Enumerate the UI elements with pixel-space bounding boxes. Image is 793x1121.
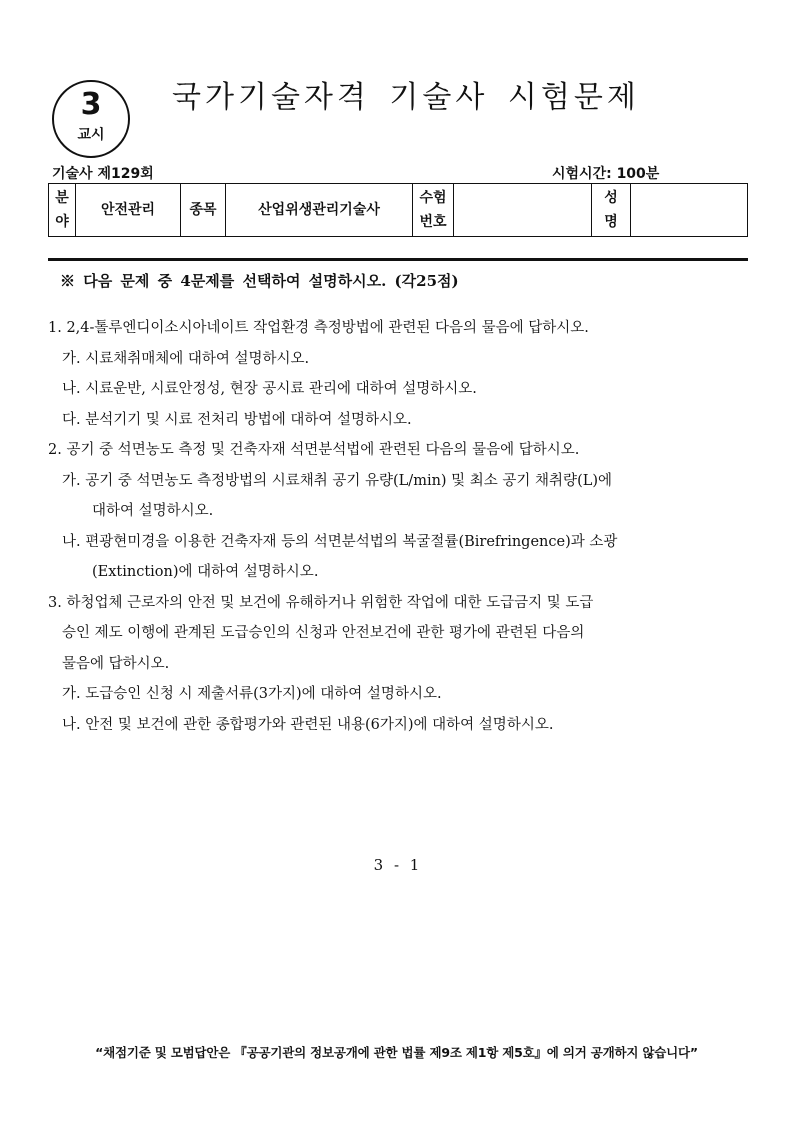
question-2-sub-b: 나. 편광현미경을 이용한 건축자재 등의 석면분석법의 복굴절률(Birefringence)과 소광 xyxy=(62,533,618,550)
question-2-sub-a-cont: 대하여 설명하시오. xyxy=(92,503,214,519)
exam-round: 기술사 제129회 xyxy=(52,166,154,182)
session-badge xyxy=(52,80,130,158)
question-1: 1. 2,4-톨루엔디이소시아네이트 작업환경 측정방법에 관련된 다음의 물음에 답하시오. xyxy=(48,320,589,336)
field-value: 안전관리 xyxy=(76,184,181,237)
session-number: 3 xyxy=(80,87,102,122)
question-3-sub-b: 나. 안전 및 보건에 관한 종합평가와 관련된 내용(6가지)에 대하여 설명하시오. xyxy=(62,716,554,733)
question-2: 2. 공기 중 석면농도 측정 및 건축자재 석면분석법에 관련된 다음의 물음에 답하시오. xyxy=(48,442,580,458)
session-label: 교시 xyxy=(77,127,105,143)
page-number: 3 - 1 xyxy=(373,856,420,874)
field-label: 분 야 xyxy=(49,184,76,237)
page-title: 국가기술자격 기술사 시험문제 xyxy=(172,80,640,115)
category-value: 산업위생관리기술사 xyxy=(226,184,413,237)
question-list xyxy=(48,313,750,740)
name-field[interactable] xyxy=(631,184,748,237)
question-3-cont-1: 승인 제도 이행에 관계된 도급승인의 신청과 안전보건에 관한 평가에 관련된 다음의 xyxy=(62,625,585,641)
question-2-sub-a: 가. 공기 중 석면농도 측정방법의 시료채취 공기 유량(L/min) 및 최소 공기 채취량(L)에 xyxy=(62,472,613,489)
name-label: 성 명 xyxy=(592,184,631,237)
instruction: ※ 다음 문제 중 4문제를 선택하여 설명하시오. (각25점) xyxy=(60,272,459,290)
exam-info-table xyxy=(48,183,748,237)
question-1-sub-c: 다. 분석기기 및 시료 전처리 방법에 대하여 설명하시오. xyxy=(62,411,412,428)
question-3-sub-a: 가. 도급승인 신청 시 제출서류(3가지)에 대하여 설명하시오. xyxy=(62,686,442,702)
question-1-sub-a: 가. 시료채취매체에 대하여 설명하시오. xyxy=(62,350,310,367)
category-label: 종목 xyxy=(181,184,226,237)
question-3: 3. 하청업체 근로자의 안전 및 보건에 유해하거나 위험한 작업에 대한 도급금지 및 도급 xyxy=(48,594,594,611)
exam-no-label: 수험 번호 xyxy=(413,184,454,237)
footer-notice: “채점기준 및 모범답안은 『공공기관의 정보공개에 관한 법률 제9조 제1항 제5호』에 의거 공개하지 않습니다” xyxy=(95,1045,698,1060)
exam-time: 시험시간: 100분 xyxy=(552,166,660,182)
question-3-cont-2: 물음에 답하시오. xyxy=(62,655,170,672)
question-2-sub-b-cont: (Extinction)에 대하여 설명하시오. xyxy=(92,564,319,580)
question-1-sub-b: 나. 시료운반, 시료안정성, 현장 공시료 관리에 대하여 설명하시오. xyxy=(62,381,477,397)
divider xyxy=(48,258,748,261)
exam-no-field[interactable] xyxy=(454,184,592,237)
